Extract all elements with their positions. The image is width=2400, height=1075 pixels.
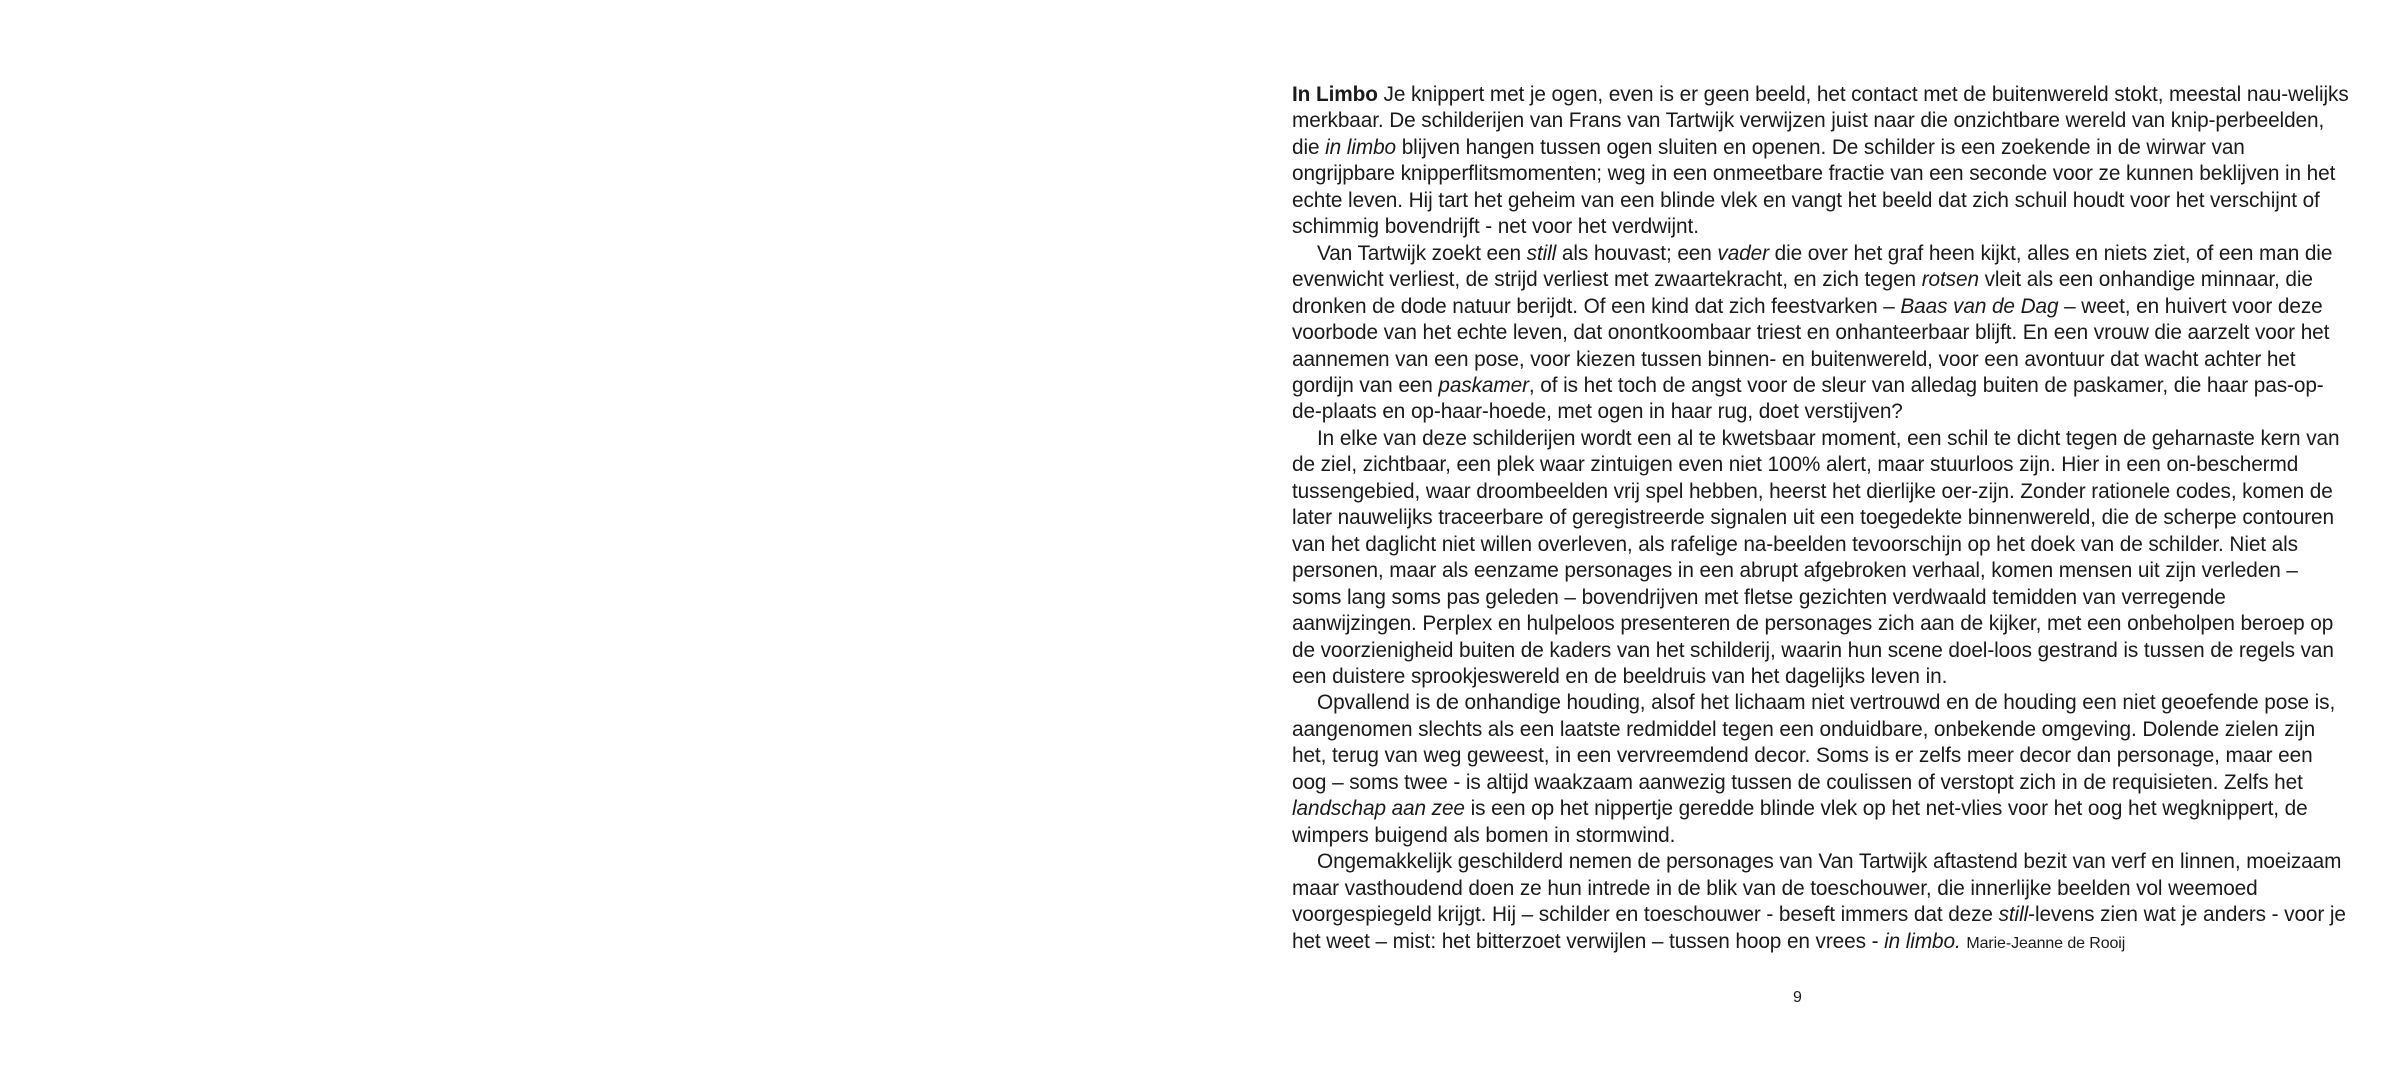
right-page [1200,0,2400,1075]
essay-text [1292,82,2352,957]
paragraph-1: In Limbo Je knippert met je ogen, even is er geen beeld, het contact met de buitenwereld stokt, meestal nau-welijks merkbaar. De schilderijen van Frans van Tartwijk verwijzen juist naar die onzichtbare wereld van knip-perbeelden, die in limbo blijven hangen tussen ogen sluiten en openen. De schilder is een zoekende in de wirwar van ongrijpbare knipperflitsmomenten; weg in een onmeetbare fractie van een seconde voor ze kunnen beklijven in het echte leven. Hij tart het geheim van een blinde vlek en vangt het beeld dat zich schuil houdt voor het verschijnt of schimmig bovendrijft - net voor het verdwijnt. [1292,83,2349,239]
essay-heading: In Limbo [1292,83,1378,106]
page-number: 9 [1793,989,1802,1006]
paragraph-4: Opvallend is de onhandige houding, alsof het lichaam niet vertrouwd en de houding een niet geoefende pose is, aangenomen slechts als een laatste redmiddel tegen een onduidbare, onbekende omgeving. Dolende zielen zijn het, terug van weg geweest, in een vervreemdend decor. Soms is er zelfs meer decor dan personage, maar een oog – soms twee - is altijd waakzaam aanwezig tussen de coulissen of verstopt zich in de requisieten. Zelfs het landschap aan zee is een op het nippertje geredde blinde vlek op het net-vlies voor het oog het wegknippert, de wimpers buigend als bomen in stormwind. [1292,691,2336,847]
paragraph-2: Van Tartwijk zoekt een still als houvast; een vader die over het graf heen kijkt, alles en niets ziet, of een man die evenwicht verliest, de strijd verliest met zwaartekracht, en zich tegen rotsen vleit als een onhandige minnaar, die dronken de dode natuur berijdt. Of een kind dat zich feestvarken – Baas van de Dag – weet, en huivert voor deze voorbode van het echte leven, dat onontkoombaar triest en onhanteerbaar blijft. En een vrouw die aarzelt voor het aannemen van een pose, voor kiezen tussen binnen- en buitenwereld, voor een avontuur dat wacht achter het gordijn van een paskamer, of is het toch de angst voor de sleur van alledag buiten de paskamer, die haar pas-op-de-plaats en op-haar-hoede, met ogen in haar rug, doet verstijven? [1292,241,2333,424]
paragraph-5: Ongemakkelijk geschilderd nemen de personages van Van Tartwijk aftastend bezit van verf en linnen, moeizaam maar vasthoudend doen ze hun intrede in de blik van de toeschouwer, die innerlijke beelden vol weemoed voorgespiegeld krijgt. Hij – schilder en toeschouwer - beseft immers dat deze still-levens zien wat je anders - voor je het weet – mist: het bitterzoet verwijlen – tussen hoop en vrees - in limbo. Marie-Jeanne de Rooij [1292,850,2346,953]
author-signature: Marie-Jeanne de Rooij [1966,934,2126,952]
paragraph-3: In elke van deze schilderijen wordt een al te kwetsbaar moment, een schil te dicht tegen de geharnaste kern van de ziel, zichtbaar, een plek waar zintuigen even niet 100% alert, maar stuurloos zijn. Hier in een on-beschermd tussengebied, waar droombeelden vrij spel hebben, heerst het dierlijke oer-zijn. Zonder rationele codes, komen de later nauwelijks traceerbare of geregistreerde signalen uit een toegedekte binnenwereld, die de scherpe contouren van het daglicht niet willen overleven, als rafelige na-beelden tevoorschijn op het doek van de schilder. Niet als personen, maar als eenzame personages in een abrupt afgebroken verhaal, komen mensen uit zijn verleden – soms lang soms pas geleden – bovendrijven met fletse gezichten verdwaald temidden van verregende aanwijzingen. Perplex en hulpeloos presenteren de personages zich aan de kijker, met een onbeholpen beroep op de voorzienigheid buiten de kaders van het schilderij, waarin hun scene doel-loos gestrand is tussen de regels van een duistere sprookjeswereld en de beeldruis van het dagelijks leven in. [1292,426,2340,688]
